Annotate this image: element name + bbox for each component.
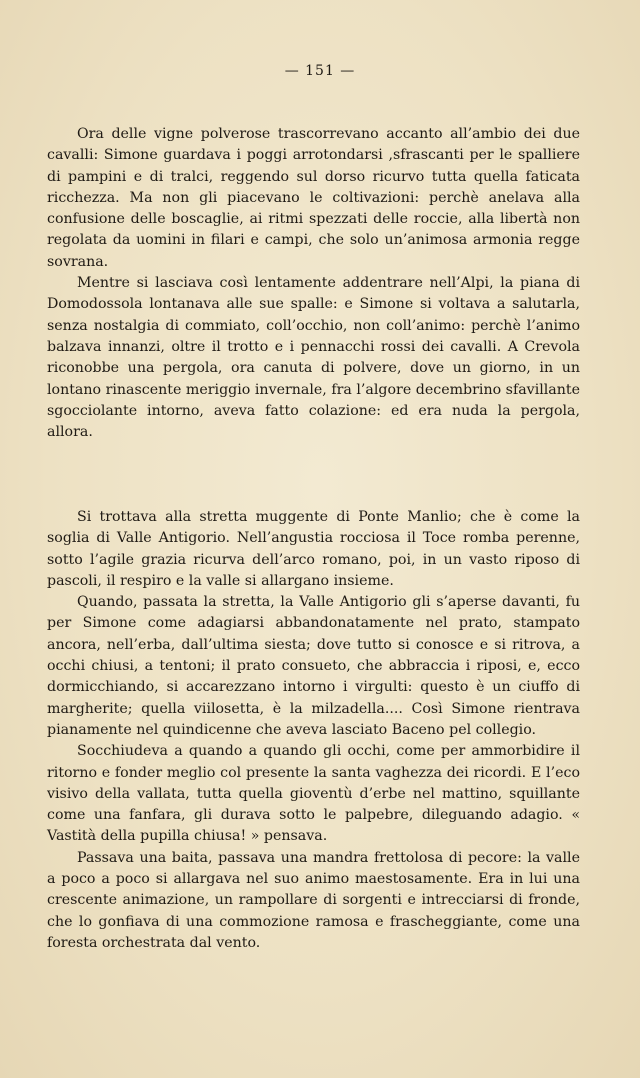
paragraph: Passava una baita, passava una mandra frettolosa di pecore: la valle a poco a poco si allargava nel suo animo maestosamente. Era in lui una crescente animazione, un rampollare di sorgenti e intrecciarsi di fronde, che lo gonfiava di una commozione ramosa e frascheggiante, come una foresta orchestrata dal vento. <box>47 849 580 951</box>
page-number: — 151 — <box>284 63 356 79</box>
paragraph: Socchiudeva a quando a quando gli occhi, come per ammorbidire il ritorno e fonder meglio col presente la santa vaghezza dei ricordi. E l’eco visivo della vallata, tutta quella gioventù d’erbe nel mattino, squillante come una fanfara, gli durava sotto le palpebre, dileguando adagio. « Vastità della pupilla chiusa! » pensava. <box>47 743 580 845</box>
paragraph: Ora delle vigne polverose trascorrevano accanto all’ambio dei due cavalli: Simone guardava i poggi arrotondarsi ,sfrascanti per le spalliere di pampini e di tralci, reggendo sul dorso ricurvo tutta quella faticata ricchezza. Ma non gli piacevano le coltivazioni: perchè anelava alla confusione delle boscaglie, ai ritmi spezzati delle roccie, alla libertà non regolata da uomini in filari e campi, che solo un’animosa armonia regge sovrana. <box>47 126 580 270</box>
paragraph: Mentre si lasciava così lentamente addentrare nell’Alpi, la piana di Domodossola lontanava alle sue spalle: e Simone si voltava a salutarla, senza nostalgia di commiato, coll’occhio, non coll’animo: perchè l’animo balzava innanzi, oltre il trotto e i pennacchi rossi dei cavalli. A Crevola riconobbe una pergola, ora canuta di polvere, dove un giorno, in un lontano rinascente meriggio invernale, fra l’algore decembrino sfavillante sgocciolante intorno, aveva fatto colazione: ed era nuda la pergola, allora. <box>47 275 580 441</box>
text-section-2 <box>47 507 580 954</box>
text-section-1 <box>47 124 580 443</box>
paragraph: Si trottava alla stretta muggente di Ponte Manlio; che è come la soglia di Valle Antigorio. Nell’angustia rocciosa il Toce romba perenne, sotto l’agile grazia ricurva dell’arco romano, poi, in un vasto riposo di pascoli, il respiro e la valle si allargano insieme. <box>47 509 580 589</box>
paragraph: Quando, passata la stretta, la Valle Antigorio gli s’aperse davanti, fu per Simone come adagiarsi abbandonatamente nel prato, stampato ancora, nell’erba, dall’ultima siesta; dove tutto si conosce e si ritrova, a occhi chiusi, a tentoni; il prato consueto, che abbraccia i riposi, e, ecco dormicchiando, si accarezzano intorno i virgulti: questo è un ciuffo di margherite; quella viilosetta, è la milzadella.... Così Simone rientrava pianamente nel quindicenne che aveva lasciato Baceno pel collegio. <box>47 594 580 738</box>
